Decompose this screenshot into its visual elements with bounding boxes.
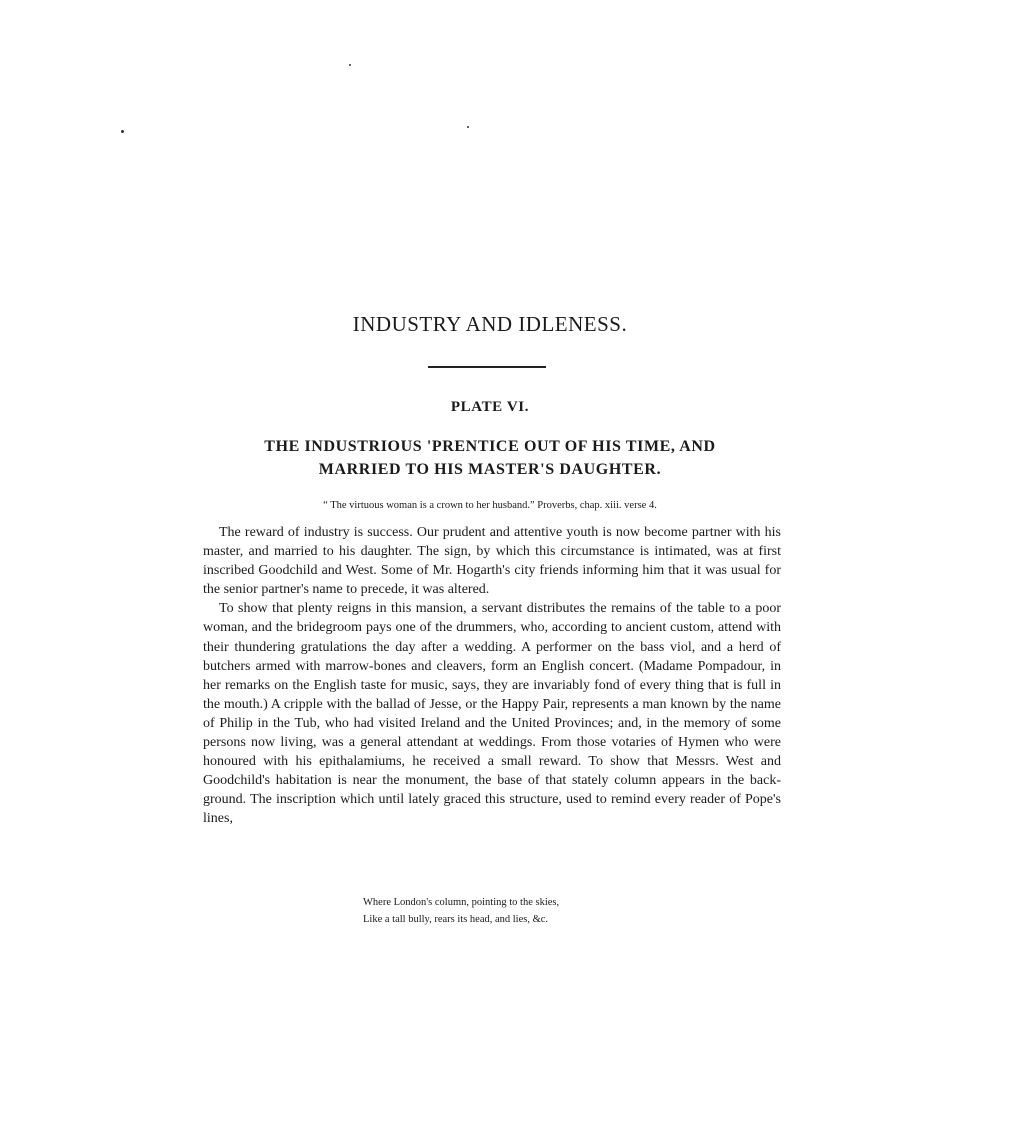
plate-subtitle [200, 435, 780, 481]
subtitle-line: THE INDUSTRIOUS 'PRENTICE OUT OF HIS TIME, AND [264, 438, 716, 455]
page-speck [349, 64, 351, 66]
page-speck [121, 130, 124, 133]
verse-quote [363, 894, 663, 928]
paragraph: To show that plenty reigns in this mansion, a servant distributes the remains of the table to a poor woman, and the bridegroom pays one of the drummers, who, according to ancient custom, attend with their thundering gratulations the day after a wedding. A performer on the bass viol, and a herd of butchers armed with marrow-bones and cleavers, form an English concert. (Madame Pompadour, in her remarks on the English taste for music, says, they are invariably fond of every thing that is full in the mouth.) A cripple with the ballad of Jesse, or the Happy Pair, represents a man known by the name of Philip in the Tub, who had visited Ireland and the United Provinces; and, in the memory of some persons now living, was a general attendant at weddings. From those votaries of Hymen who were honoured with his epithalamiums, he received a small reward. To show that Messrs. West and Goodchild's habitation is near the monument, the base of that stately column appears in the back-ground. The inscription which until lately graced this structure, used to remind every reader of Pope's lines, [203, 601, 781, 827]
epigraph: “ The virtuous woman is a crown to her husband.” Proverbs, chap. xiii. verse 4. [323, 500, 657, 511]
title-divider [428, 366, 546, 368]
body-text [203, 523, 781, 829]
verse-line: Like a tall bully, rears its head, and lies, &c. [363, 914, 549, 925]
page-title: INDUSTRY AND IDLENESS. [352, 312, 628, 336]
plate-heading: PLATE VI. [450, 399, 530, 415]
verse-line: Where London's column, pointing to the skies, [363, 897, 560, 908]
subtitle-line: MARRIED TO HIS MASTER'S DAUGHTER. [318, 461, 662, 478]
paragraph: The reward of industry is success. Our prudent and attentive youth is now become partner with his master, and married to his daughter. The sign, by which this circumstance is intimated, was at first inscribed Goodchild and West. Some of Mr. Hogarth's city friends informing him that it was usual for the senior partner's name to precede, it was altered. [203, 525, 781, 598]
page-speck [467, 126, 469, 128]
